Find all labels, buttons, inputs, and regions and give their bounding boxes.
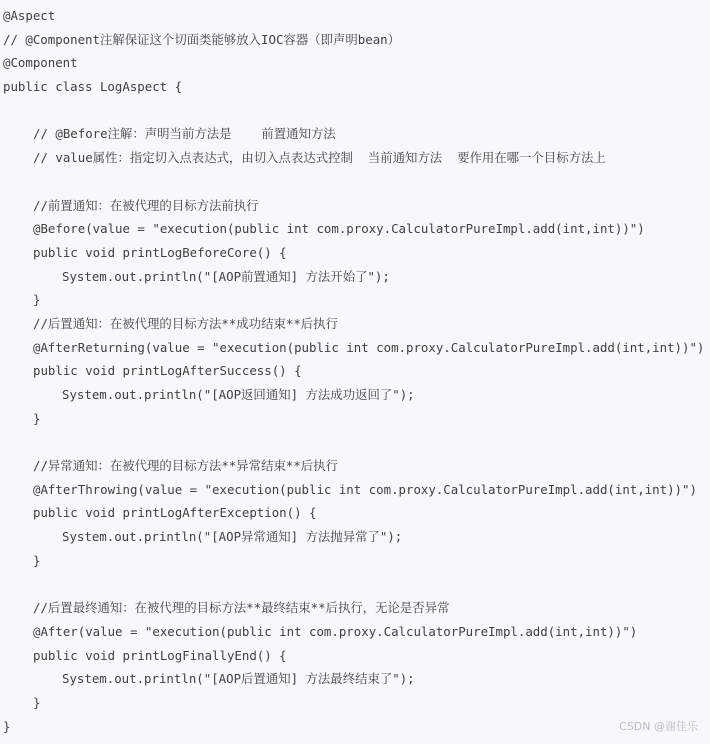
code-line: //后置通知：在被代理的目标方法**成功结束**后执行 bbox=[33, 315, 338, 331]
code-line: @Aspect bbox=[3, 8, 56, 23]
code-line: public void printLogAfterSuccess() { bbox=[33, 363, 302, 379]
code-line: @Component bbox=[3, 55, 78, 71]
watermark: CSDN @谢佳乐 bbox=[619, 720, 698, 733]
code-line: public class LogAspect { bbox=[3, 79, 183, 95]
code-line: @Before(value = "execution(public int com.proxy.CalculatorPureImpl.add(int,int))") bbox=[33, 221, 645, 237]
code-line: //异常通知：在被代理的目标方法**异常结束**后执行 bbox=[33, 458, 338, 474]
code-line: System.out.println("[AOP前置通知] 方法开始了"); bbox=[62, 268, 390, 284]
blank-line bbox=[3, 170, 710, 194]
code-line: @AfterReturning(value = "execution(public int com.proxy.CalculatorPureImpl.add(int,int))") bbox=[33, 339, 705, 355]
code-line: System.out.println("[AOP异常通知] 方法抛异常了"); bbox=[62, 529, 403, 545]
code-line: } bbox=[33, 410, 41, 426]
code-line: } bbox=[33, 694, 41, 710]
code-line: public void printLogFinallyEnd() { bbox=[33, 647, 287, 663]
code-line: } bbox=[3, 718, 11, 734]
code-line: // @Before注解：声明当前方法是 前置通知方法 bbox=[33, 126, 336, 142]
code-line: } bbox=[33, 552, 41, 568]
code-line: //后置最终通知：在被代理的目标方法**最终结束**后执行，无论是否异常 bbox=[33, 600, 450, 616]
code-line: // @Component注解保证这个切面类能够放入IOC容器（即声明bean） bbox=[3, 31, 401, 47]
blank-line bbox=[3, 99, 710, 123]
blank-line bbox=[3, 573, 710, 597]
code-line: @After(value = "execution(public int com.proxy.CalculatorPureImpl.add(int,int))") bbox=[33, 623, 638, 639]
code-line: //前置通知：在被代理的目标方法前执行 bbox=[33, 197, 259, 213]
blank-line bbox=[3, 430, 710, 454]
code-line: System.out.println("[AOP后置通知] 方法最终结束了"); bbox=[62, 671, 415, 687]
code-line: public void printLogAfterException() { bbox=[33, 505, 317, 521]
code-line: // value属性：指定切入点表达式，由切入点表达式控制 当前通知方法 要作用在哪一个目标方法上 bbox=[33, 150, 606, 166]
code-line: public void printLogBeforeCore() { bbox=[33, 244, 287, 260]
code-line: System.out.println("[AOP返回通知] 方法成功返回了"); bbox=[62, 387, 415, 402]
code-line: @AfterThrowing(value = "execution(public int com.proxy.CalculatorPureImpl.add(int,int))") bbox=[33, 481, 697, 497]
code-line: } bbox=[33, 292, 41, 308]
